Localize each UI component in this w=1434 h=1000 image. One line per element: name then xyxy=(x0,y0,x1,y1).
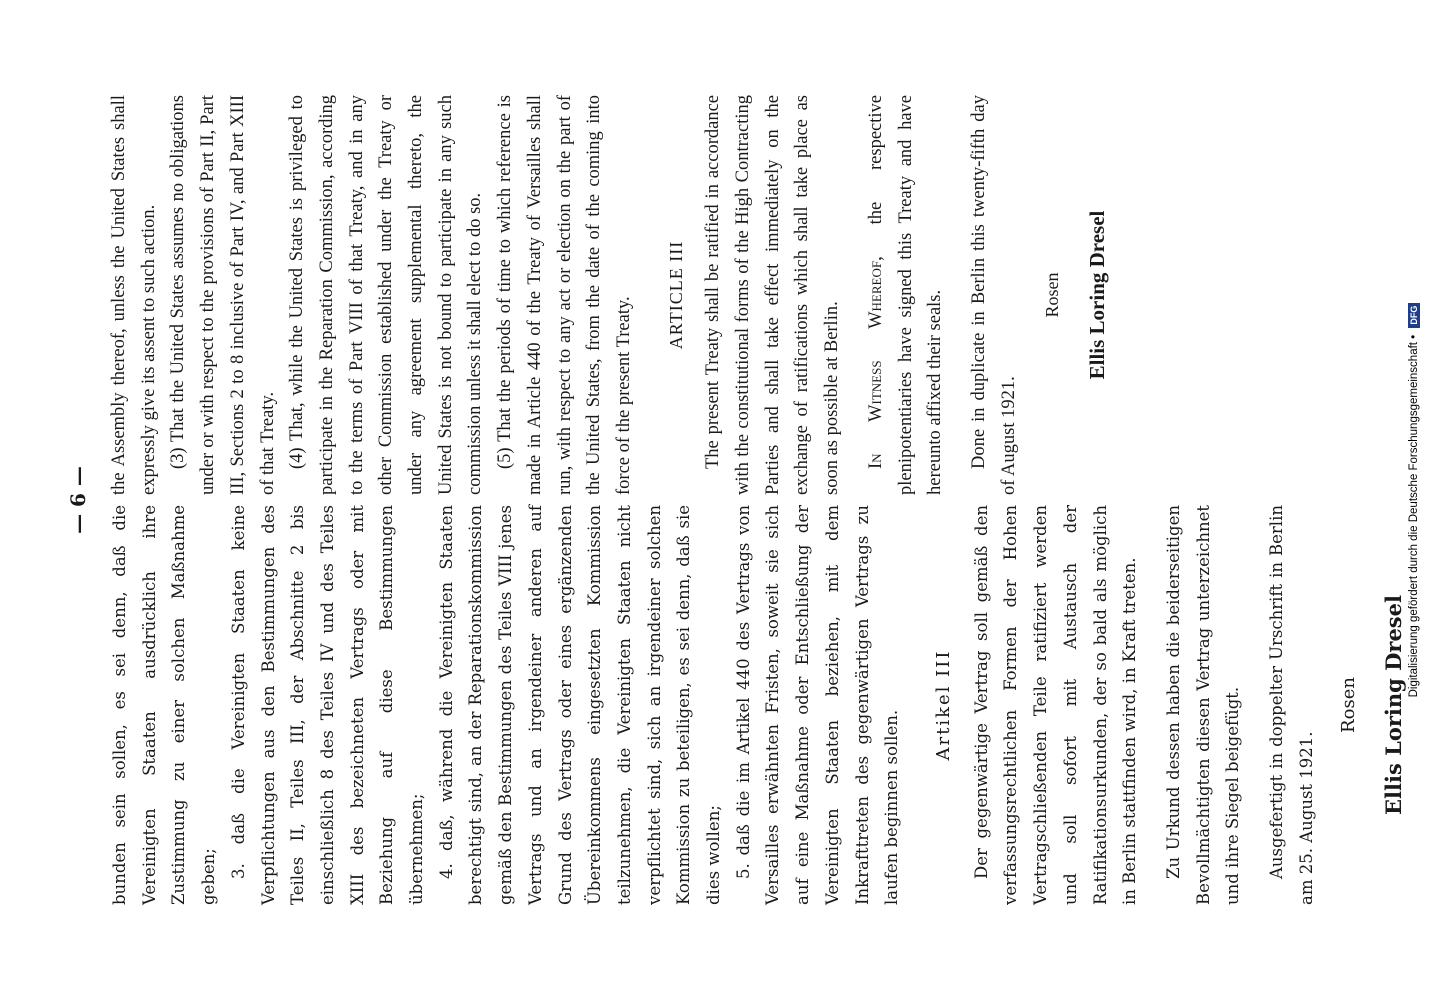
witness-smallcaps: In Witness Whereof, xyxy=(865,256,886,469)
german-signature-dresel: Ellis Loring Dresel xyxy=(1381,595,1407,815)
english-signature-dresel: Ellis Loring Dresel xyxy=(1085,210,1110,380)
english-witness-clause xyxy=(862,95,951,495)
english-column xyxy=(105,95,1114,495)
english-paragraph-4: (4) That, while the United States is privileged to participate in the Reparation Commission, according to the terms of Part VIII of that Treaty, and in any other Commission established under the Treaty or under any agreement supplemental thereto, the United States is not bound to participate in any such commission unless it shall elect to do so. xyxy=(287,95,486,495)
witness-rest: the respective plenipotentiaries have signed this Treaty and have hereunto affixed their seals. xyxy=(865,95,946,495)
german-paragraph-3: 3. daß die Vereinigten Staaten keine Verpflichtungen aus den Bestimmungen des Teiles II, Teiles III, der Abschnitte 2 bis einschließlich 8 des Teiles IV und des Teiles XIII des bezeichneten Vertrags oder mit Beziehung auf diese Bestimmungen übernehmen; xyxy=(228,505,427,905)
german-article-text: Der gegenwärtige Vertrag soll gemäß den verfassungsrechtlichen Formen der Hohen Vertragschließenden Teile ratifiziert werden und soll sofort mit Austausch der Ratifikationsurkunden, der so bald als möglich in Berlin stattfinden wird, in Kraft treten. xyxy=(971,505,1140,905)
dfg-logo: DFG xyxy=(1408,303,1420,328)
german-signature-rosen: Rosen xyxy=(1338,677,1360,733)
english-paragraph-5: (5) That the periods of time to which reference is made in Article 440 of the Treaty of Versailles shall run, with respect to any act or election on the part of the United States, from the date of the coming into force of the present Treaty. xyxy=(495,95,634,495)
footer-text: Digitalisierung gefördert durch die Deutsche Forschungsgemeinschaft • xyxy=(1408,334,1421,698)
german-column xyxy=(105,505,1411,905)
page-number: — 6 — xyxy=(66,466,90,534)
german-done-clause: Ausgefertigt in doppelter Urschrift in Berlin am 25. August 1921. xyxy=(1267,505,1316,905)
english-paragraph-continuation: the Assembly thereof, unless the United States shall expressly give its assent to such action. xyxy=(109,95,159,495)
german-paragraph-4: 4. daß, während die Vereinigten Staaten berechtigt sind, an der Reparationskommission gemäß den Bestimmungen des Teiles VIII jenes Vertrags und an irgendeiner anderen auf Grund des Vertrags oder eines ergänzenden Übereinkommens eingesetzten Kommission teilzunehmen, die Vereinigten Staaten nicht verpflichtet sind, sich an irgendeiner solchen Kommission zu beteiligen, es sei denn, daß sie dies wollen; xyxy=(436,505,724,905)
german-article-heading: Artikel III xyxy=(932,649,954,761)
digitization-footer xyxy=(1408,0,1420,1000)
english-article-heading: ARTICLE III xyxy=(665,240,686,350)
english-done-clause: Done in duplicate in Berlin this twenty-fifth day of August 1921. xyxy=(968,95,1019,495)
german-paragraph-continuation: bunden sein sollen, es sei denn, daß die Vereinigten Staaten ausdrücklich ihre Zustimmung zu einer solchen Maßnahme geben; xyxy=(110,505,219,905)
german-witness-clause: Zu Urkund dessen haben die beiderseitigen Bevollmächtigten diesen Vertrag unterzeichnet und ihre Siegel beigefügt. xyxy=(1163,505,1243,905)
english-article-text: The present Treaty shall be ratified in accordance with the constitutional forms of the High Contracting Parties and shall take effect immediately on the exchange of ratifications which shall take place as soon as possible at Berlin. xyxy=(703,95,843,495)
english-paragraph-3: (3) That the United States assumes no obligations under or with respect to the provisions of Part II, Part III, Sections 2 to 8 inclusive of Part IV, and Part XIII of that Treaty. xyxy=(168,95,278,495)
english-signature-rosen: Rosen xyxy=(1042,272,1063,318)
german-paragraph-5: 5. daß die im Artikel 440 des Vertrags von Versailles erwähnten Fristen, soweit sie sich auf eine Maßnahme oder Entschließung der Vereinigten Staaten beziehen, mit dem Inkrafttreten des gegenwärtigen Vertrags zu laufen beginnen sollen. xyxy=(733,505,902,905)
